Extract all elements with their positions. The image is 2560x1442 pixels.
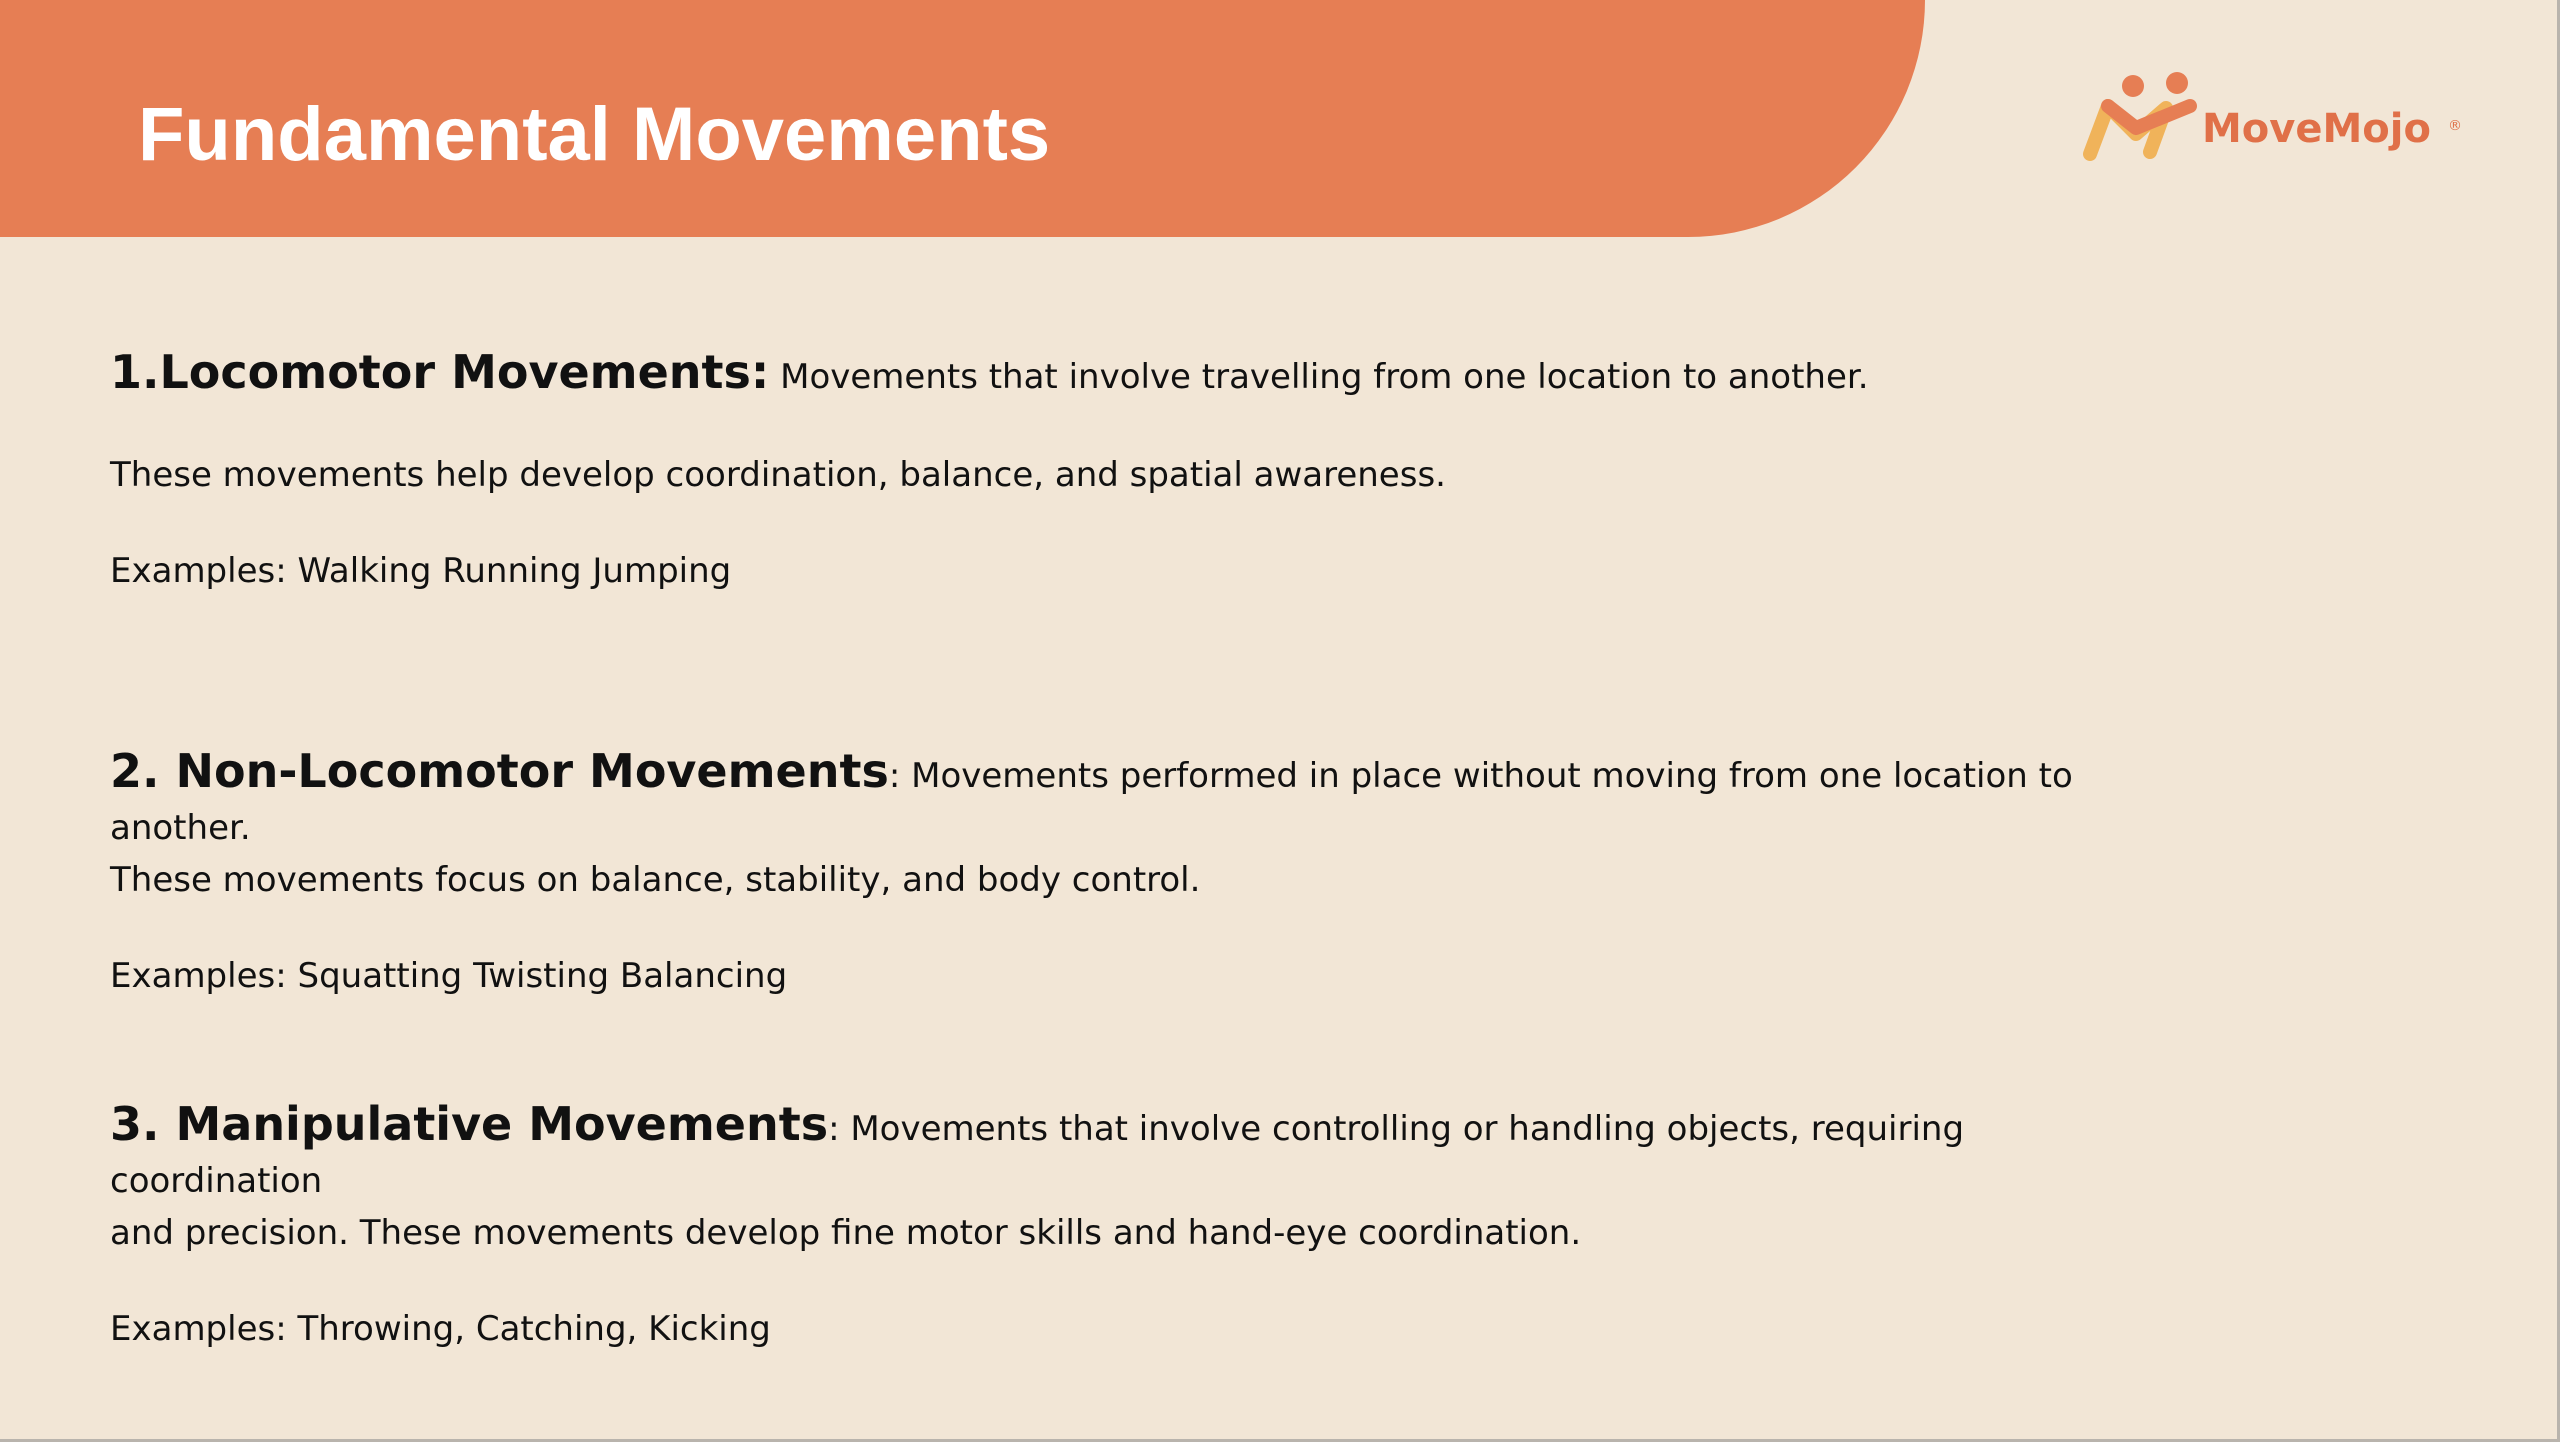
movemojo-logo-icon <box>2080 66 2200 166</box>
logo-wordmark: MoveMojo <box>2202 106 2431 152</box>
section-detail: These movements focus on balance, stability, and body control. <box>110 860 1201 900</box>
section-heading-line <box>110 1098 2110 1207</box>
section-examples: Examples: Throwing, Catching, Kicking <box>110 1309 771 1349</box>
brand-logo <box>2080 66 2460 166</box>
section-detail: These movements help develop coordination, balance, and spatial awareness. <box>110 455 1446 495</box>
section-examples: Examples: Squatting Twisting Balancing <box>110 956 788 996</box>
section-heading: 3. Manipulative Movements <box>110 1097 829 1151</box>
logo-registered-mark: ® <box>2448 118 2462 134</box>
slide-title: Fundamental Movements <box>138 92 1051 177</box>
section-description: : Movements performed in place without moving from one location to another. <box>110 756 2073 848</box>
section-heading: 2. Non-Locomotor Movements <box>110 744 889 798</box>
section-description: Movements that involve travelling from one location to another. <box>769 357 1869 397</box>
section-examples: Examples: Walking Running Jumping <box>110 551 732 591</box>
section-locomotor <box>110 346 2110 597</box>
section-heading-line <box>110 346 2110 403</box>
section-manipulative <box>110 1098 2110 1355</box>
section-non-locomotor <box>110 745 2110 1002</box>
section-heading-line <box>110 745 2110 854</box>
section-heading: 1.Locomotor Movements: <box>110 345 770 399</box>
section-description: : Movements that involve controlling or handling objects, requiring coordination <box>110 1109 1965 1201</box>
section-detail: and precision. These movements develop fine motor skills and hand-eye coordination. <box>110 1213 1582 1253</box>
